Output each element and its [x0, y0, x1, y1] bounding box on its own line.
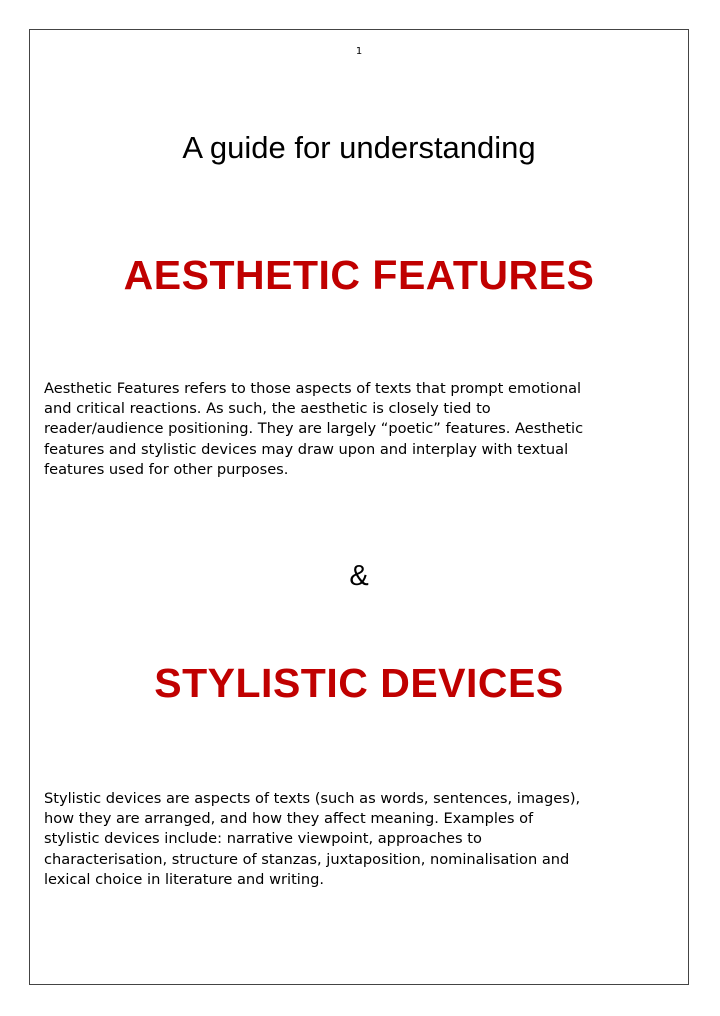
- aesthetic-features-paragraph: [44, 379, 680, 480]
- subtitle: A guide for understanding: [182, 130, 536, 165]
- ampersand: &: [349, 560, 369, 592]
- paragraph-line: how they are arranged, and how they affect meaning. Examples of: [44, 810, 534, 828]
- paragraph-line: Aesthetic Features refers to those aspects of texts that prompt emotional: [44, 380, 582, 397]
- paragraph-line: features used for other purposes.: [44, 460, 289, 478]
- paragraph-line: lexical choice in literature and writing.: [44, 870, 325, 888]
- paragraph-line: characterisation, structure of stanzas, juxtaposition, nominalisation and: [44, 850, 570, 868]
- paragraph-line: reader/audience positioning. They are largely “poetic” features. Aesthetic: [44, 420, 584, 438]
- stylistic-devices-paragraph: [44, 789, 680, 890]
- paragraph-line: features and stylistic devices may draw upon and interplay with textual: [44, 440, 569, 458]
- paragraph-line: stylistic devices include: narrative viewpoint, approaches to: [44, 830, 482, 848]
- document-page: [29, 29, 689, 985]
- paragraph-line: and critical reactions. As such, the aesthetic is closely tied to: [44, 400, 491, 418]
- paragraph-line: Stylistic devices are aspects of texts (such as words, sentences, images),: [44, 790, 581, 807]
- heading-stylistic-devices: STYLISTIC DEVICES: [154, 660, 564, 706]
- page-number: 1: [355, 46, 363, 57]
- heading-aesthetic-features: AESTHETIC FEATURES: [123, 252, 595, 298]
